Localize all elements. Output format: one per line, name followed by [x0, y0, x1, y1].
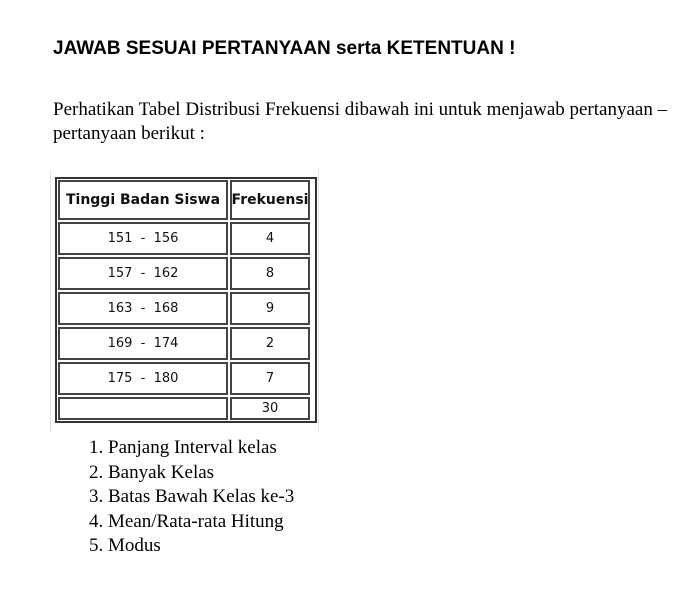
cell-total: 30	[230, 397, 310, 420]
cell-frequency: 4	[230, 222, 310, 255]
cell-interval: 157 - 162	[58, 257, 228, 290]
cell-interval: 151 - 156	[58, 222, 228, 255]
question-item: 4. Mean/Rata-rata Hitung	[108, 510, 294, 535]
frequency-table	[55, 177, 317, 423]
cell-frequency: 2	[230, 327, 310, 360]
page-title: JAWAB SESUAI PERTANYAAN serta KETENTUAN !	[53, 38, 516, 59]
cell-frequency: 7	[230, 362, 310, 395]
cell-interval: 175 - 180	[58, 362, 228, 395]
cell-interval: 163 - 168	[58, 292, 228, 325]
question-item: 1. Panjang Interval kelas	[108, 436, 294, 461]
gridline	[50, 170, 51, 432]
question-list	[78, 436, 294, 559]
intro-text: Perhatikan Tabel Distribusi Frekuensi dibawah ini untuk menjawab pertanyaan – pertanyaan berikut :	[53, 99, 668, 144]
header-height: Tinggi Badan Siswa	[58, 180, 228, 220]
cell-frequency: 8	[230, 257, 310, 290]
cell-frequency: 9	[230, 292, 310, 325]
question-item: 5. Modus	[108, 534, 294, 559]
cell-total-label	[58, 397, 228, 420]
question-item: 3. Batas Bawah Kelas ke-3	[108, 485, 294, 510]
question-item: 2. Banyak Kelas	[108, 461, 294, 486]
cell-interval: 169 - 174	[58, 327, 228, 360]
header-frequency: Frekuensi	[230, 180, 310, 220]
gridline	[318, 170, 319, 432]
